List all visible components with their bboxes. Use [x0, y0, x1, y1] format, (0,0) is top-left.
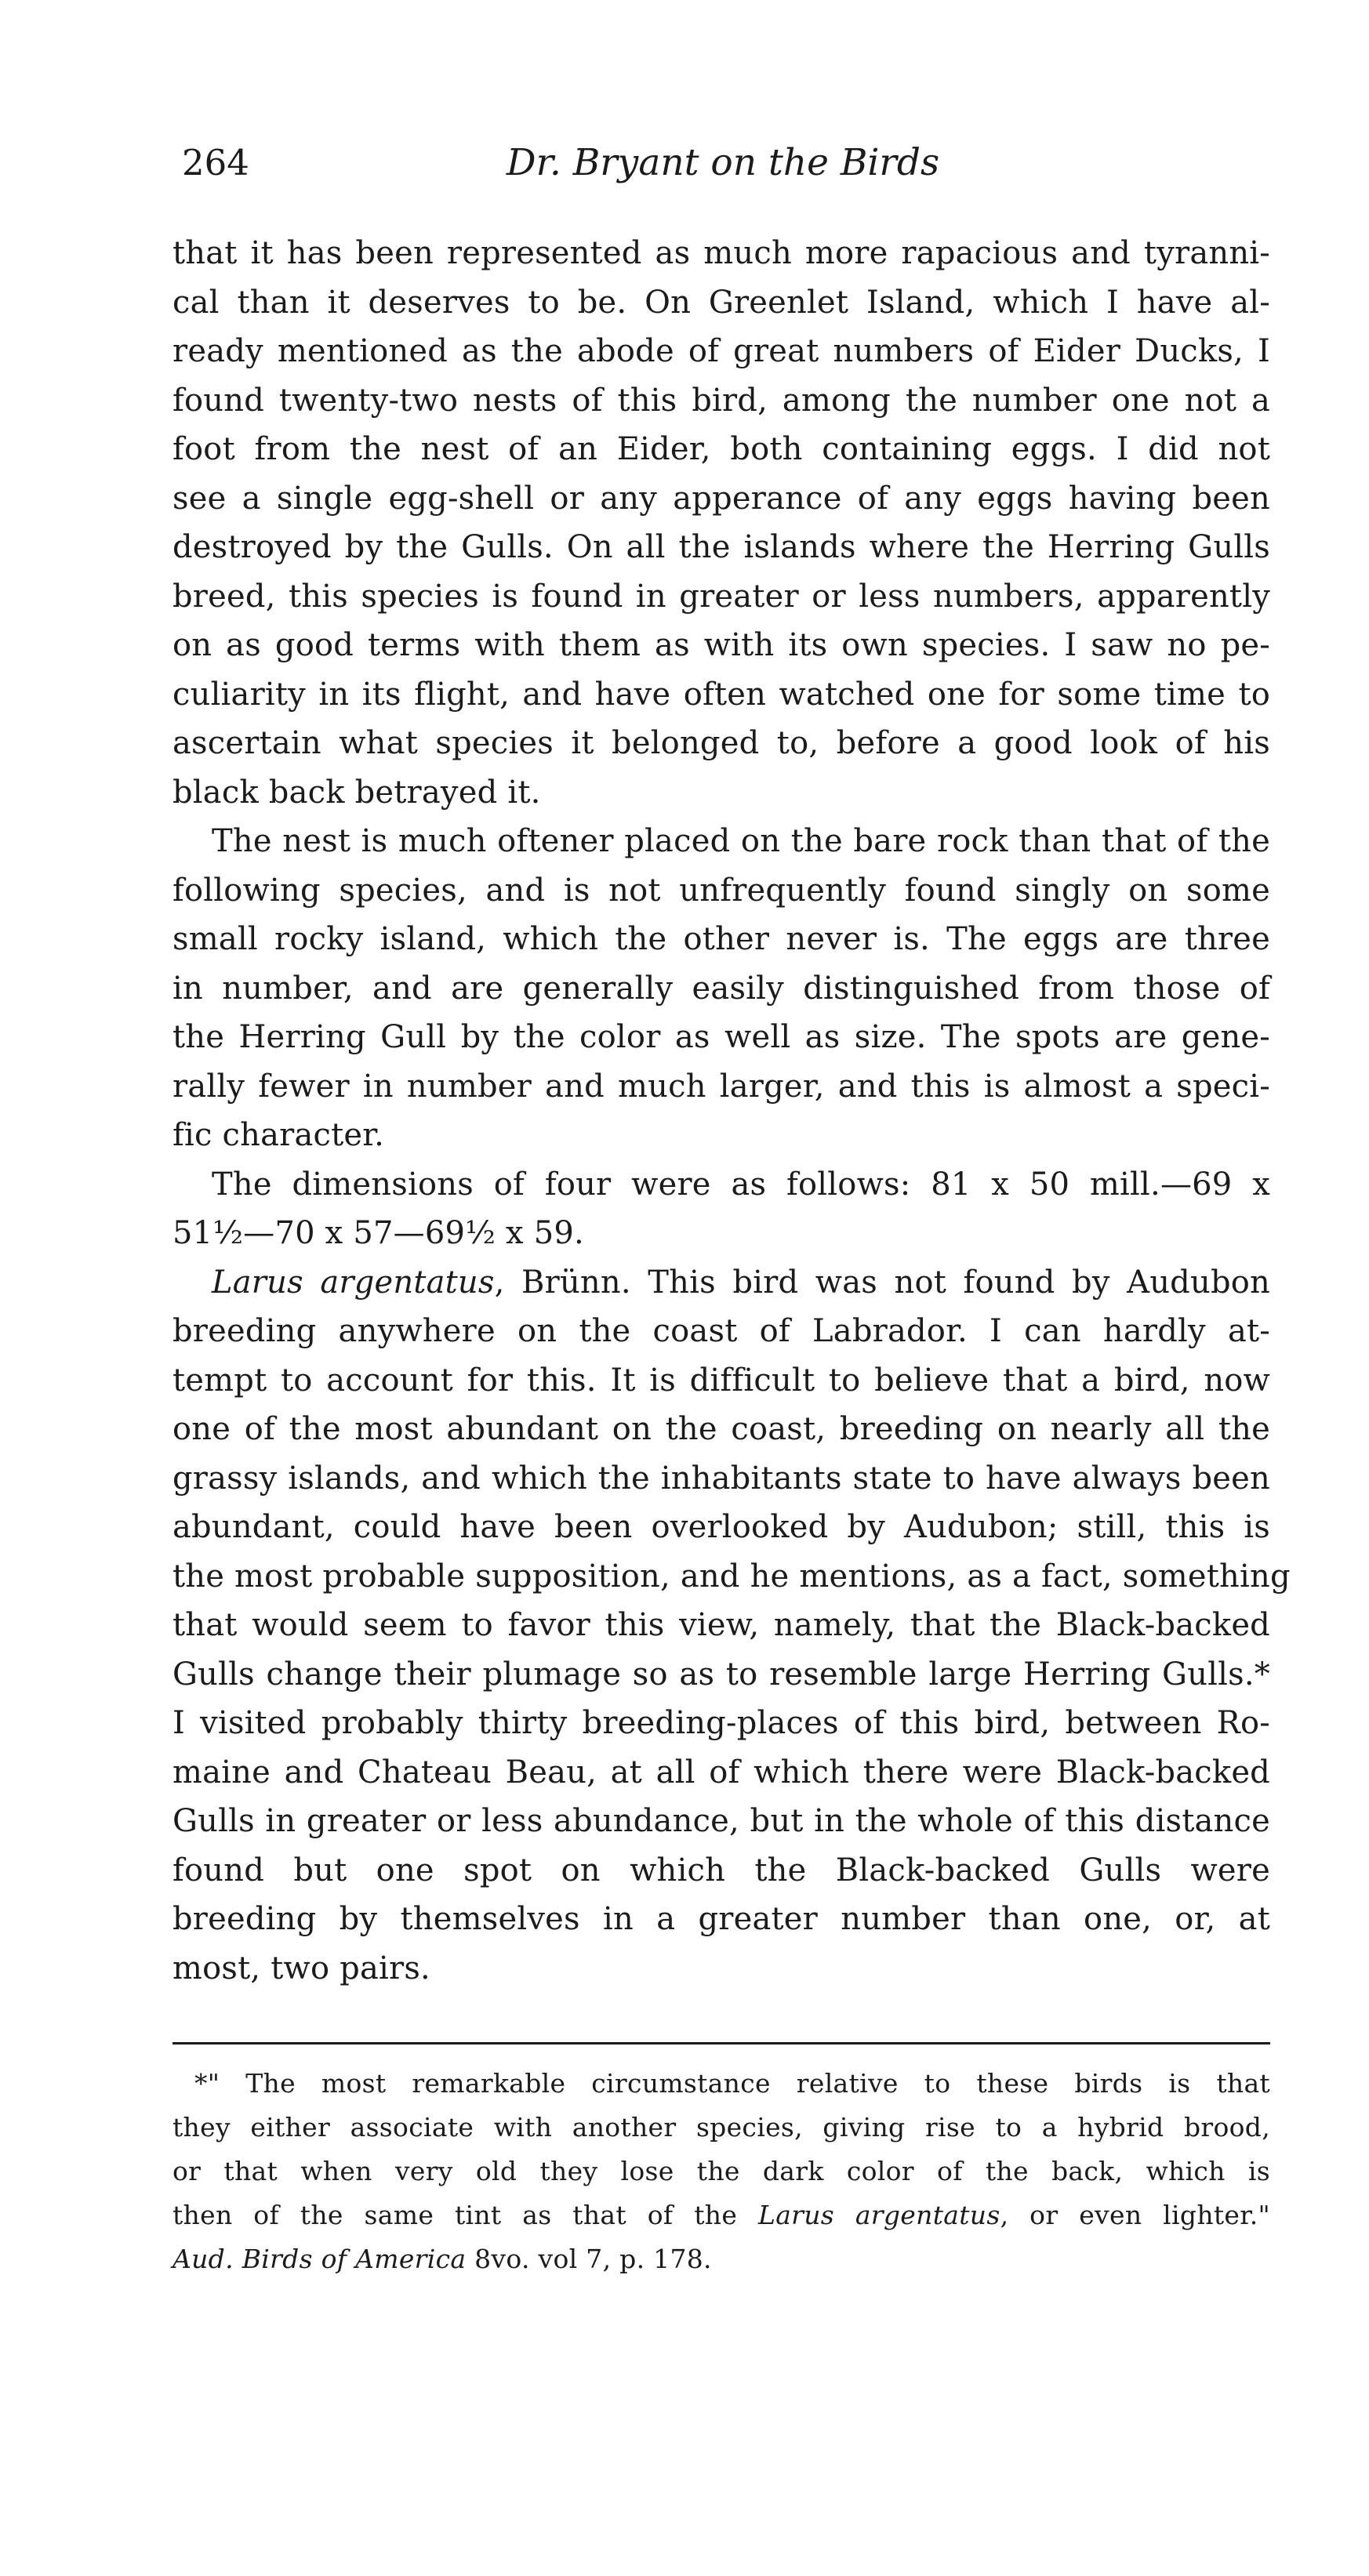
page-number: 264	[182, 142, 249, 183]
text-line: The nest is much oftener placed on the bare rock than that of the	[212, 823, 1270, 859]
text-line: Gulls change their plumage so as to resemble large Herring Gulls.*	[172, 1656, 1270, 1693]
text-line: black back betrayed it.	[172, 774, 541, 811]
text-line: found twenty-two nests of this bird, among the number one not a	[172, 382, 1270, 419]
footnote-species-name: Larus argentatus	[757, 2200, 1000, 2230]
footnote-line	[172, 2193, 1270, 2237]
text-line: that it has been represented as much more rapacious and tyranni-	[172, 235, 1270, 271]
text-line: the Herring Gull by the color as well as size. The spots are gene-	[172, 1019, 1270, 1055]
text-line: breed, this species is found in greater or less numbers, apparently	[172, 578, 1270, 615]
footnote-text: then of the same tint as that of the	[172, 2200, 758, 2230]
text-line: breeding anywhere on the coast of Labrador. I can hardly at-	[172, 1313, 1270, 1349]
footnote-line: *" The most remarkable circumstance relative to these birds is that	[194, 2068, 1270, 2099]
text-line: see a single egg-shell or any apperance of any eggs having been	[172, 480, 1270, 517]
species-line-rest: , Brünn. This bird was not found by Audubon	[494, 1264, 1270, 1301]
text-line: maine and Chateau Beau, at all of which there were Black-backed	[172, 1754, 1270, 1791]
text-line: foot from the nest of an Eider, both containing eggs. I did not	[172, 431, 1270, 467]
footnote-text: , or even lighter."	[1000, 2200, 1270, 2230]
text-line: I visited probably thirty breeding-places of this bird, between Ro-	[172, 1705, 1270, 1741]
text-line: abundant, could have been overlooked by Audubon; still, this is	[172, 1509, 1270, 1545]
text-line: 51½—70 x 57—69½ x 59.	[172, 1215, 584, 1251]
text-line: in number, and are generally easily distinguished from those of	[172, 970, 1270, 1007]
text-line: grassy islands, and which the inhabitants state to have always been	[172, 1460, 1270, 1497]
page-header	[182, 140, 1264, 194]
footnote-citation-detail: 8vo. vol 7, p. 178.	[466, 2244, 712, 2274]
text-line: culiarity in its flight, and have often watched one for some time to	[172, 676, 1270, 713]
footnote-citation: Aud. Birds of America	[172, 2244, 467, 2274]
text-line: rally fewer in number and much larger, and this is almost a speci-	[172, 1068, 1270, 1105]
text-line: small rocky island, which the other never is. The eggs are three	[172, 921, 1270, 957]
text-line: the most probable supposition, and he mentions, as a fact, something	[172, 1558, 1291, 1595]
text-line: one of the most abundant on the coast, breeding on nearly all the	[172, 1411, 1270, 1447]
text-line: tempt to account for this. It is difficult to believe that a bird, now	[172, 1362, 1270, 1399]
text-line	[172, 1258, 1270, 1308]
text-line: on as good terms with them as with its own species. I saw no pe-	[172, 627, 1270, 663]
text-line: ready mentioned as the abode of great numbers of Eider Ducks, I	[172, 333, 1270, 369]
text-line: ascertain what species it belonged to, before a good look of his	[172, 725, 1270, 761]
footnote-line	[172, 2237, 1270, 2281]
text-line: found but one spot on which the Black-backed Gulls were	[172, 1852, 1270, 1888]
footnote	[172, 2062, 1270, 2281]
running-head: Dr. Bryant on the Birds	[506, 141, 940, 184]
body-text	[172, 229, 1291, 1993]
text-line: Gulls in greater or less abundance, but in the whole of this distance	[172, 1803, 1270, 1839]
text-line: following species, and is not unfrequently found singly on some	[172, 872, 1270, 909]
species-name: Larus argentatus	[212, 1264, 495, 1301]
text-line: breeding by themselves in a greater number than one, or, at	[172, 1901, 1270, 1937]
text-line: that would seem to favor this view, namely, that the Black-backed	[172, 1607, 1270, 1643]
text-line: cal than it deserves to be. On Greenlet Island, which I have al-	[172, 284, 1270, 321]
text-line: The dimensions of four were as follows: 81 x 50 mill.—69 x	[212, 1166, 1270, 1203]
text-line: destroyed by the Gulls. On all the islands where the Herring Gulls	[172, 529, 1270, 565]
footnote-divider	[172, 2042, 1270, 2044]
footnote-line: or that when very old they lose the dark color of the back, which is	[172, 2156, 1270, 2186]
footnote-line: they either associate with another species, giving rise to a hybrid brood,	[172, 2112, 1270, 2142]
text-line: most, two pairs.	[172, 1950, 430, 1986]
text-line: fic character.	[172, 1117, 385, 1153]
